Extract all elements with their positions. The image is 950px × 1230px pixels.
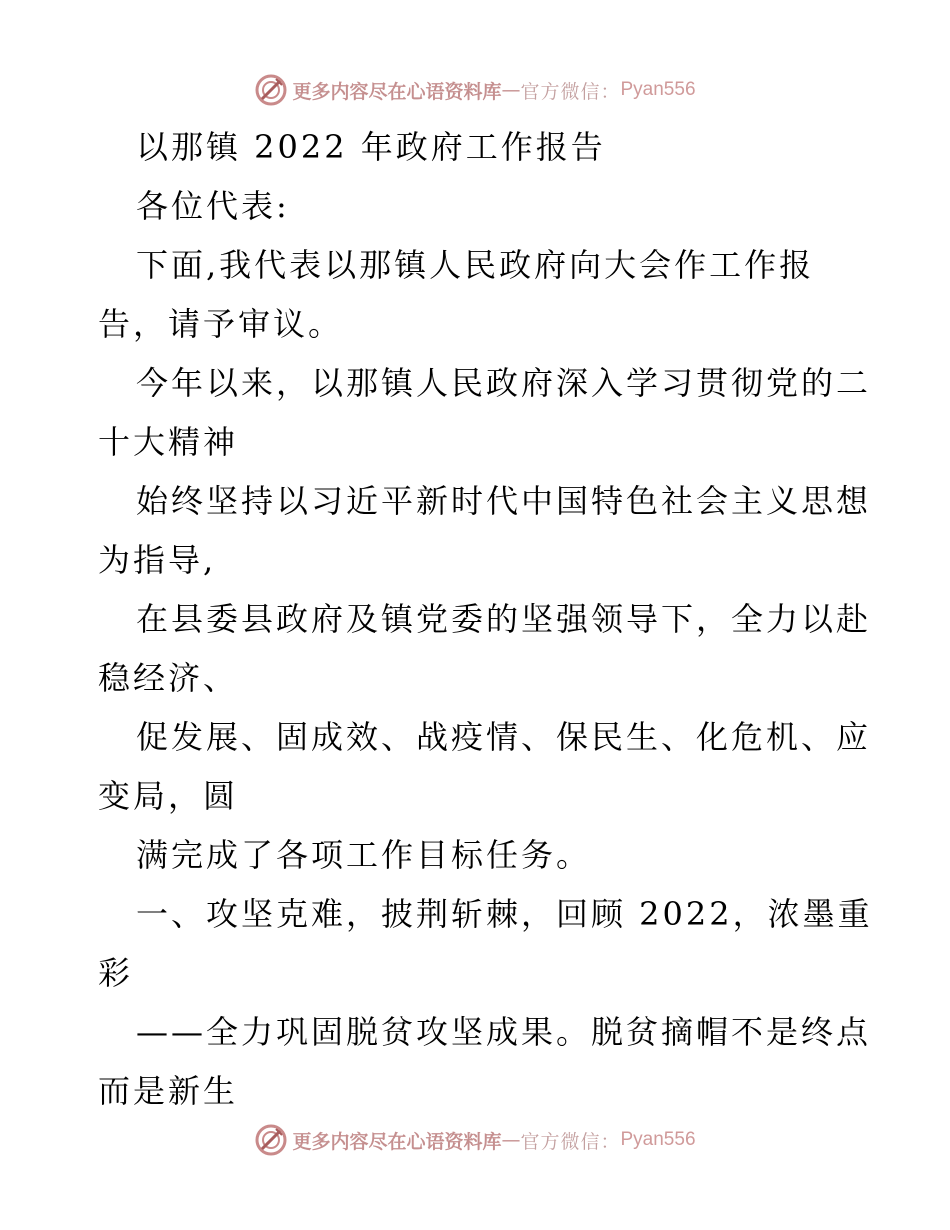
text-line: 下面,我代表以那镇人民政府向大会作工作报 — [136, 246, 815, 284]
text-line: 在县委县政府及镇党委的坚强领导下，全力以赴 — [136, 600, 872, 638]
seal-logo-icon — [254, 1123, 288, 1157]
document-title: 以那镇 2022 年政府工作报告 — [136, 128, 606, 166]
text-line: 为指导, — [98, 541, 217, 579]
text-line: 稳经济、 — [98, 659, 239, 697]
text-line: 满完成了各项工作目标任务。 — [136, 836, 592, 874]
text-line: 而是新生 — [98, 1072, 239, 1110]
text-line: 今年以来，以那镇人民政府深入学习贯彻党的二 — [136, 364, 872, 402]
header-watermark — [0, 70, 950, 110]
watermark-wechat-id: Pyan556 — [620, 1129, 696, 1150]
watermark-separator: — — [501, 79, 521, 101]
text-line: 始终坚持以习近平新时代中国特色社会主义思想 — [136, 482, 872, 520]
text-line: 彩 — [98, 954, 134, 992]
text-line: 促发展、固成效、战疫情、保民生、化危机、应 — [136, 718, 872, 756]
text-line: 变局，圆 — [98, 777, 239, 815]
watermark-wechat-label: 官方微信： — [520, 80, 621, 103]
watermark-brand-text: 更多内容尽在心语资料库 — [292, 1130, 502, 1153]
watermark-wechat-id: Pyan556 — [620, 79, 696, 100]
text-line: 十大精神 — [98, 423, 239, 461]
section-heading: 一、攻坚克难，披荆斩棘，回顾 2022，浓墨重 — [136, 895, 873, 933]
salutation: 各位代表: — [136, 187, 290, 225]
text-line: 告，请予审议。 — [98, 305, 344, 343]
watermark-brand-text: 更多内容尽在心语资料库 — [292, 80, 502, 103]
watermark-separator: — — [501, 1129, 521, 1151]
watermark-wechat-label: 官方微信： — [520, 1130, 621, 1153]
footer-watermark — [0, 1120, 950, 1160]
document-body — [98, 118, 873, 1121]
seal-logo-icon — [254, 73, 288, 107]
text-line: ——全力巩固脱贫攻坚成果。脱贫摘帽不是终点 — [136, 1013, 872, 1051]
